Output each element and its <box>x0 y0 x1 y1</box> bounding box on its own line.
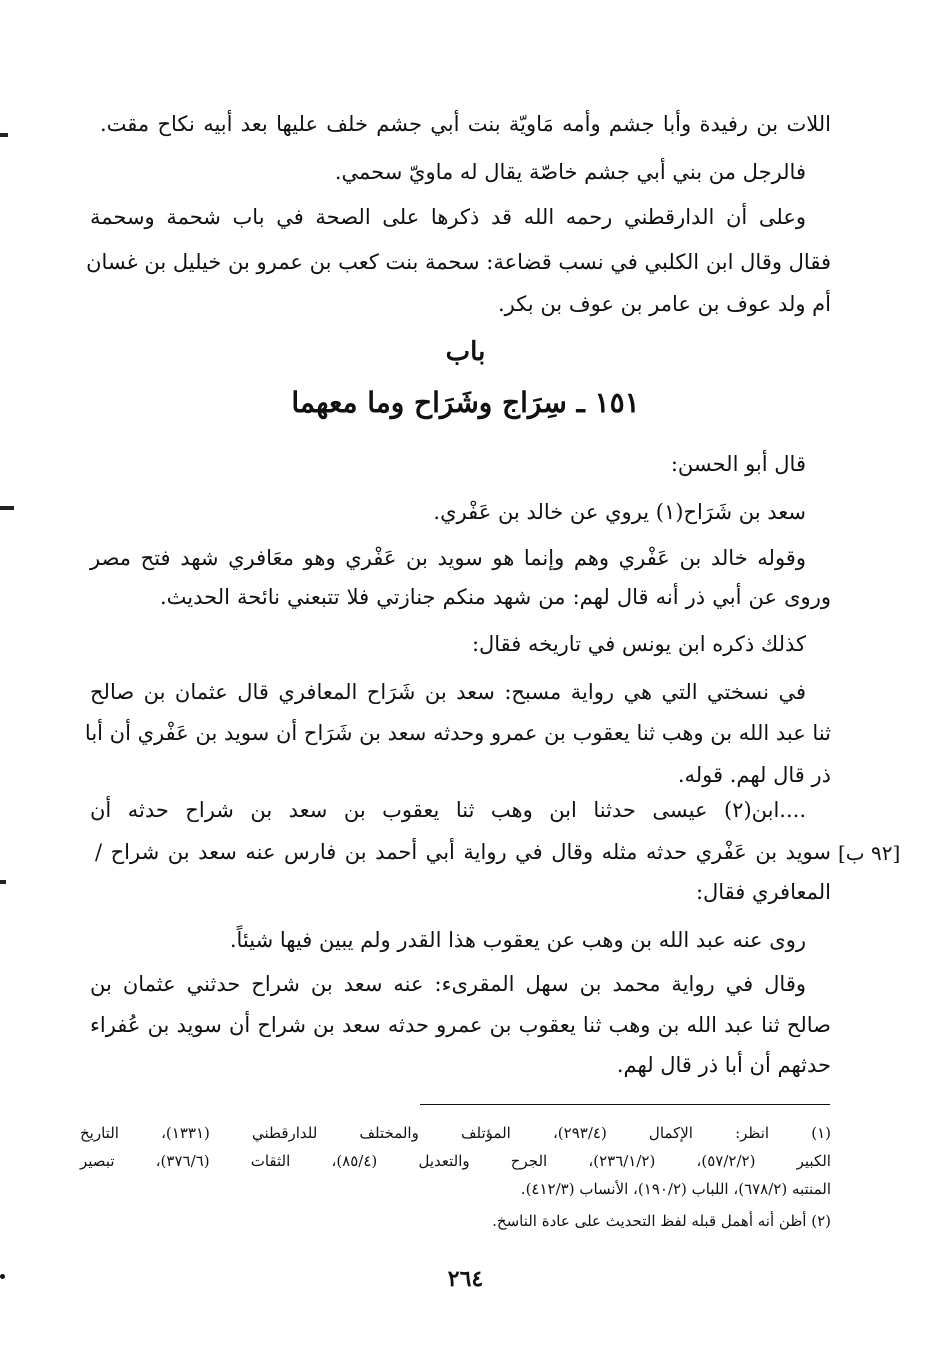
body-line-7: ثنا عبد الله بن وهب ثنا يعقوب بن عمرو وحدثه سعد بن شَرَاح أن سويد بن عَفْري أن أبا <box>84 721 831 745</box>
body-line-9: ....ابن(٢) عيسى حدثنا ابن وهب ثنا يعقوب بن سعد بن شراح حدثه أن <box>90 798 806 822</box>
section-label: باب <box>445 337 486 367</box>
chapter-heading: ١٥١ ـ سِرَاج وشَرَاح وما معهما <box>291 386 640 419</box>
body-line-5: كذلك ذكره ابن يونس في تاريخه فقال: <box>471 632 806 656</box>
body-line-11: المعافري فقال: <box>695 880 831 904</box>
footnote-line-2: الكبير (٥٧/٢/٢)، (٢٣٦/١/٢)، الجرح والتعديل (٨٥/٤)، الثقات (٣٧٦/٦)، تبصير <box>80 1152 831 1170</box>
body-line-10: سويد بن عَفْري حدثه مثله وقال في رواية أبي أحمد بن فارس عنه سعد بن شراح / <box>95 840 831 864</box>
body-line-1: قال أبو الحسن: <box>670 452 806 476</box>
body-line-13: وقال في رواية محمد بن سهل المقرىء: عنه سعد بن شراح حدثني عثمان بن <box>90 972 806 996</box>
body-line-2: سعد بن شَرَاح(١) يروي عن خالد بن عَفْري. <box>433 500 806 524</box>
body-line-12: روى عنه عبد الله بن وهب عن يعقوب هذا القدر ولم يبين فيها شيئاً. <box>229 928 806 952</box>
body-line-15: حدثهم أن أبا ذر قال لهم. <box>616 1053 831 1077</box>
scan-mark <box>0 133 8 137</box>
text-line-4: فقال وقال ابن الكلبي في نسب قضاعة: سحمة بنت كعب بن عمرو بن خيليل بن غسان <box>86 250 831 274</box>
margin-folio-note: [٩٢ ب] <box>838 841 901 865</box>
text-line-1: اللات بن رفيدة وأبا جشم وأمه مَاويّة بنت أبي جشم خلف عليها بعد أبيه نكاح مقت. <box>100 112 831 136</box>
footnote-line-4: (٢) أظن أنه أهمل قبله لفظ التحديث على عادة الناسخ. <box>492 1212 831 1230</box>
footnote-line-1: (١) انظر: الإكمال (٢٩٣/٤)، المؤتلف والمختلف للدارقطني (١٣٣١)، التاريخ <box>80 1124 831 1142</box>
text-line-3: وعلى أن الدارقطني رحمه الله قد ذكرها على الصحة في باب شحمة وسحمة <box>90 205 806 229</box>
scan-mark <box>0 506 14 510</box>
scan-mark <box>0 880 6 884</box>
body-line-6: في نسختي التي هي رواية مسبح: سعد بن شَرَاح المعافري قال عثمان بن صالح <box>90 680 806 704</box>
body-line-3: وقوله خالد بن عَفْري وهم وإنما هو سويد بن عَفْري وهو معَافري شهد فتح مصر <box>90 546 806 570</box>
footnote-line-3: المنتبه (٦٧٨/٢)، اللباب (١٩٠/٢)، الأنساب (٤١٢/٣). <box>520 1180 831 1198</box>
body-line-14: صالح ثنا عبد الله بن وهب ثنا يعقوب بن عمرو حدثه سعد بن شراح أن سويد بن عُفراء <box>90 1013 831 1037</box>
page-number: ٢٦٤ <box>447 1266 484 1292</box>
body-line-4: وروى عن أبي ذر أنه قال لهم: من شهد منكم جنازتي فلا تتبعني نائحة الحديث. <box>160 585 831 609</box>
text-line-2: فالرجل من بني أبي جشم خاصّة يقال له ماويّ سحمي. <box>334 160 806 184</box>
text-line-5: أم ولد عوف بن عامر بن عوف بن بكر. <box>497 292 831 316</box>
body-line-8: ذر قال لهم. قوله. <box>677 763 831 787</box>
footnote-divider <box>420 1104 830 1105</box>
